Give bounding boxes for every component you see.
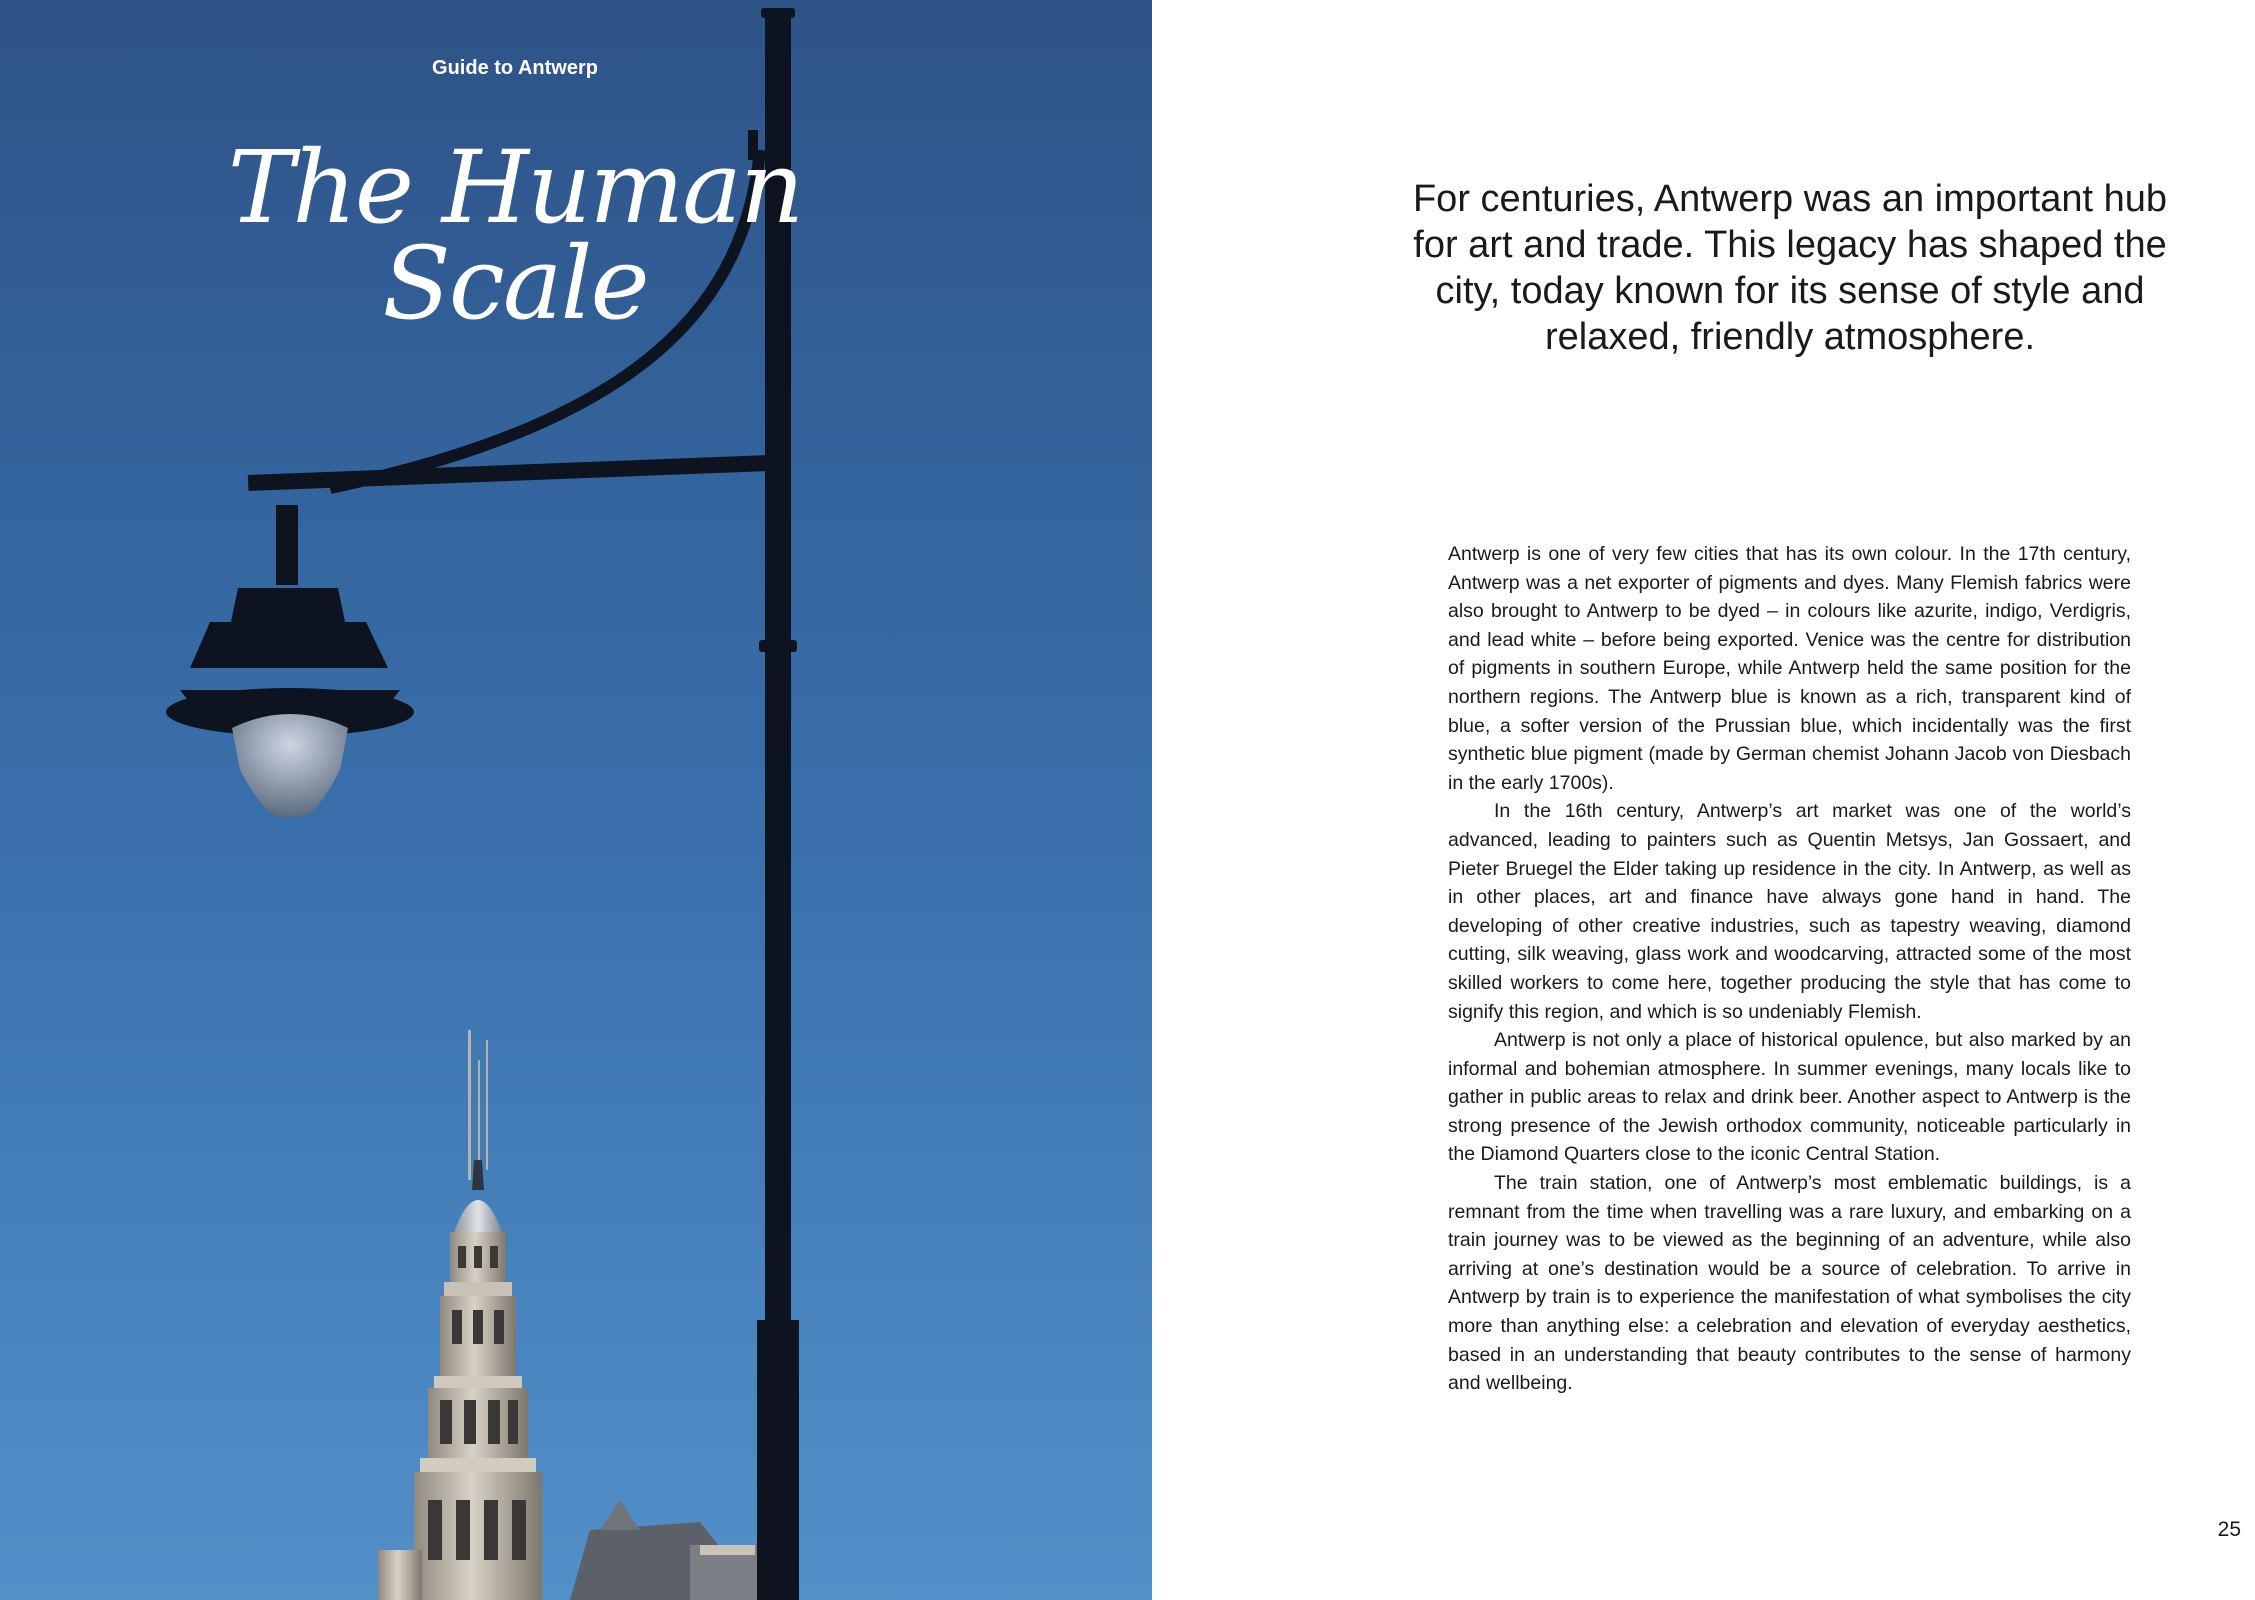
body-paragraph: In the 16th century, Antwerp’s art market was one of the world’s advanced, leading to painters such as Quentin Metsys, Jan Gossaert, and Pieter Bruegel the Elder taking up residence in the city. In Antwerp, as well as in other places, art and finance have always gone hand in hand. The developing of other creative industries, such as tapestry weaving, diamond cutting, silk weaving, glass work and woodcarving, attracted some of the most skilled workers to come here, together producing the style that has come to signify this region, and which is so undeniably Flemish. bbox=[1448, 800, 2131, 1023]
lamp-globe bbox=[232, 714, 348, 817]
intro-paragraph: For centuries, Antwerp was an important hub for art and trade. This legacy has shaped the city, today known for its sense of style and relaxed, friendly atmosphere. bbox=[1412, 178, 2168, 358]
building-roofs bbox=[570, 1500, 760, 1600]
title-line-1: The Human bbox=[227, 129, 803, 246]
article-title bbox=[215, 129, 815, 342]
body-paragraph: Antwerp is one of very few cities that has its own colour. In the 17th century, Antwerp was a net exporter of pigments and dyes. Many Flemish fabrics were also brought to Antwerp to be dyed – in colours like azurite, indigo, Verdigris, and lead white – before being exported. Venice was the centre for distribution of pigments in southern Europe, while Antwerp held the same position for the northern regions. The Antwerp blue is known as a rich, transparent kind of blue, a softer version of the Prussian blue, which incidentally was the first synthetic blue pigment (made by German chemist Johann Jacob von Diesbach in the early 1700s). bbox=[1448, 543, 2131, 794]
body-paragraph: The train station, one of Antwerp’s most emblematic buildings, is a remnant from the time when travelling was a rare luxury, and embarking on a train journey was to be viewed as the beginning of an adventure, while also arriving at one’s destination would be a source of celebration. To arrive in Antwerp by train is to experience the manifestation of what symbolises the city more than anything else: a celebration and elevation of everyday aesthetics, based in an understanding that beauty contributes to the sense of harmony and wellbeing. bbox=[1448, 1172, 2131, 1395]
church-tower bbox=[378, 1030, 542, 1600]
title-line-2: Scale bbox=[382, 225, 648, 342]
section-label: Guide to Antwerp bbox=[432, 57, 598, 79]
article-body bbox=[1448, 540, 2131, 1398]
page-number: 25 bbox=[2217, 1518, 2241, 1541]
body-paragraph: Antwerp is not only a place of historical opulence, but also marked by an informal and bohemian atmosphere. In summer evenings, many locals like to gather in public areas to relax and drink beer. Another aspect to Antwerp is the strong presence of the Jewish orthodox community, noticeable particularly in the Diamond Quarters close to the iconic Central Station. bbox=[1448, 1029, 2131, 1166]
